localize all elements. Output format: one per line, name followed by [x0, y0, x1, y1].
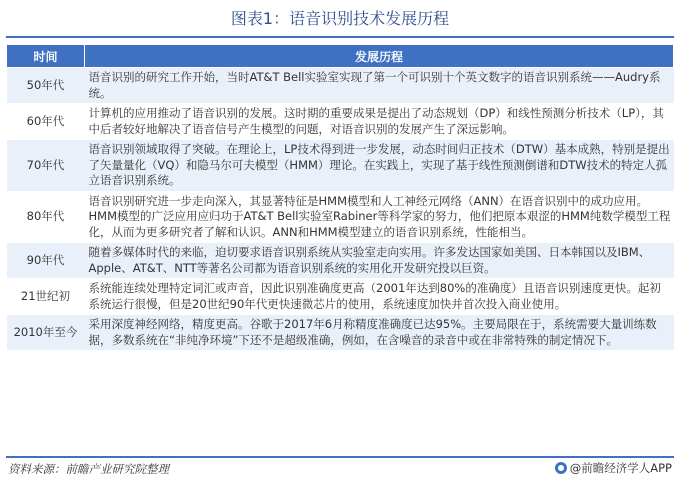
table-row: [7, 104, 674, 140]
header-history: 发展历程: [85, 45, 674, 68]
era-cell: 21世纪初: [7, 279, 85, 315]
table-header-row: [7, 45, 674, 68]
table-row: [7, 68, 674, 104]
era-cell: 50年代: [7, 68, 85, 104]
history-cell: 随着多媒体时代的来临，迫切要求语音识别系统从实验室走向实用。许多发达国家如美国、日本韩国以及IBM、Apple、AT&T、NTT等著名公司都为语音识别系统的实用化开发研究投以巨资。: [85, 243, 674, 279]
table-row: [7, 279, 674, 315]
qianzhan-logo-icon: [555, 462, 567, 474]
footer-divider: [6, 456, 674, 458]
page-title: 图表1：语音识别技术发展历程: [230, 9, 450, 28]
history-cell: 系统能连续处理特定词汇或声音，因此识别准确度更高（2001年达到80%的准确度）且语音识别速度更快。起初系统运行很慢，但是20世纪90年代更快速微芯片的使用，系统速度加快并首次投入商业使用。: [85, 279, 674, 315]
source-note: 资料来源：前瞻产业研究院整理: [8, 462, 169, 476]
history-cell: 语音识别研究进一步走向深入，其显著特征是HMM模型和人工神经元网络（ANN）在语音识别中的成功应用。HMM模型的广泛应用应归功于AT&T Bell实验室Rabiner等科学家的努力，他们把原本艰涩的HMM纯数学模型工程化，从而为更多研究者了解和认识。ANN和HMM模型建立的语音识别系统，性能相当。: [85, 191, 674, 243]
table-row: [7, 191, 674, 243]
title-divider: [6, 36, 674, 38]
header-time: 时间: [7, 45, 85, 68]
history-cell: 语音识别领域取得了突破。在理论上，LP技术得到进一步发展，动态时间归正技术（DTW）基本成熟，特别是提出了矢量量化（VQ）和隐马尔可夫模型（HMM）理论。在实践上，实现了基于线性预测倒谱和DTW技术的特定人孤立语音识别系统。: [85, 140, 674, 192]
table-row: [7, 243, 674, 279]
history-cell: 采用深度神经网络，精度更高。谷歌于2017年6月称精度准确度已达95%。主要局限在于，系统需要大量训练数据，多数系统在“非纯净环境”下还不是超级准确，例如，在含噪音的录音中或在非常特殊的制定情况下。: [85, 315, 674, 351]
era-cell: 60年代: [7, 104, 85, 140]
era-cell: 90年代: [7, 243, 85, 279]
history-cell: 计算机的应用推动了语音识别的发展。这时期的重要成果是提出了动态规划（DP）和线性预测分析技术（LP），其中后者较好地解决了语音信号产生模型的问题，对语音识别的发展产生了深远影响。: [85, 104, 674, 140]
history-cell: 语音识别的研究工作开始，当时AT&T Bell实验室实现了第一个可识别十个英文数字的语音识别系统——Audry系统。: [85, 68, 674, 104]
era-cell: 70年代: [7, 140, 85, 192]
era-cell: 2010年至今: [7, 315, 85, 351]
table-row: [7, 315, 674, 351]
brand-label: @前瞻经济学人APP: [569, 461, 672, 475]
brand-watermark: [555, 460, 672, 476]
table-row: [7, 140, 674, 192]
era-cell: 80年代: [7, 191, 85, 243]
history-table: [6, 44, 674, 351]
